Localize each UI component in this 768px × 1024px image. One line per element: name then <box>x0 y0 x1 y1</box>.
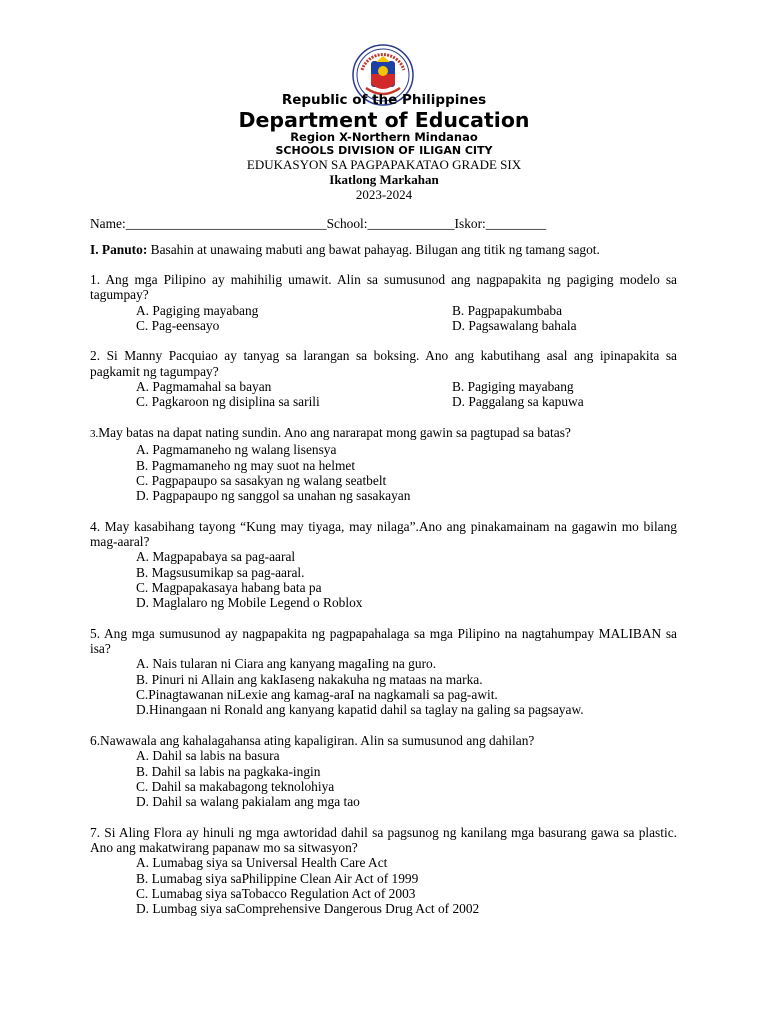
choice-a[interactable]: A. Dahil sa labis na basura <box>136 748 280 764</box>
choice-b[interactable]: B. Dahil sa labis na pagkaka-ingin <box>136 763 321 779</box>
question-text: 6.Nawawala ang kahalagahansa ating kapaligiran. Alin sa sumusunod ang dahilan? <box>90 732 535 748</box>
instructions <box>90 242 600 257</box>
choice-d[interactable]: D. Pagpapaupo ng sanggol sa unahan ng sasakayan <box>136 488 411 504</box>
choices <box>90 855 677 916</box>
question-text <box>90 425 677 442</box>
question-text: 4. May kasabihang tayong “Kung may tiyaga, may nilaga”.Ano ang pinakamainam na gagawin mo bilang mag-aaral? <box>90 518 677 550</box>
choice-b[interactable]: B. Lumabag siya saPhilippine Clean Air Act of 1999 <box>136 870 419 886</box>
question-1 <box>90 272 677 333</box>
score-label: Iskor: <box>454 216 486 231</box>
name-label: Name: <box>90 216 126 231</box>
choices <box>90 442 677 503</box>
question-body: May batas na dapat nating sundin. Ano ang nararapat mong gawin sa pagtupad sa batas? <box>98 424 571 440</box>
choices <box>90 303 677 334</box>
choice-c[interactable]: C. Pagpapaupo sa sasakyan ng walang seatbelt <box>136 472 387 488</box>
question-text: 1. Ang mga Pilipino ay mahihilig umawit. Alin sa sumusunod ang nagpapakita ng pagiging modelo sa tagumpay? <box>90 272 677 303</box>
name-field[interactable]: ______________________________ <box>125 216 327 231</box>
choice-c[interactable]: C. Pag-eensayo <box>136 317 220 333</box>
choice-d[interactable]: D. Pagsawalang bahala <box>452 317 577 333</box>
choice-a[interactable]: A. Lumabag siya sa Universal Health Care Act <box>136 855 388 871</box>
choice-a[interactable]: A. Nais tularan ni Ciara ang kanyang magaIing na guro. <box>136 656 437 672</box>
school-label: School: <box>326 216 368 231</box>
question-4 <box>90 519 677 611</box>
choice-b[interactable]: B. Pagmamaneho ng may suot na helmet <box>136 457 356 473</box>
choices <box>90 656 677 717</box>
question-7 <box>90 825 677 917</box>
choice-b[interactable]: B. Pinuri ni Allain ang kakIaseng nakakuha ng mataas na marka. <box>136 671 483 687</box>
questions-section <box>90 272 677 932</box>
region-heading: Region X-Northern Mindanao <box>290 130 478 144</box>
question-2 <box>90 348 677 409</box>
choices <box>90 379 677 410</box>
choice-b[interactable]: B. Magsusumikap sa pag-aaral. <box>136 564 305 580</box>
choices <box>90 748 677 809</box>
choice-a[interactable]: A. Pagmamahal sa bayan <box>136 379 272 395</box>
choice-c[interactable]: C. Dahil sa makabagong teknolohiya <box>136 778 335 794</box>
choice-d[interactable]: D. Maglalaro ng Mobile Legend o Roblox <box>136 595 363 611</box>
choice-d[interactable]: D. Lumbag siya saComprehensive Dangerous Drug Act of 2002 <box>136 901 480 917</box>
choice-d[interactable]: D. Paggalang sa kapuwa <box>452 394 584 410</box>
choice-b[interactable]: B. Pagiging mayabang <box>452 379 574 395</box>
choice-a[interactable]: A. Pagmamaneho ng walang lisensya <box>136 442 337 458</box>
question-number: 3. <box>90 427 99 440</box>
question-text: 7. Si Aling Flora ay hinuli ng mga awtoridad dahil sa pagsunog ng kanilang mga basurang gawa sa plastic. Ano ang makatwirang papanaw mo sa sitwasyon? <box>90 824 677 855</box>
choice-c[interactable]: C. Lumabag siya saTobacco Regulation Act of 2003 <box>136 885 416 901</box>
school-year: 2023-2024 <box>355 187 413 202</box>
choices <box>90 549 677 610</box>
choice-c[interactable]: C. Pagkaroon ng disiplina sa sarili <box>136 394 320 410</box>
choice-a[interactable]: A. Magpapabaya sa pag-aaral <box>136 549 296 565</box>
question-text: 2. Si Manny Pacquiao ay tanyag sa larangan sa boksing. Ano ang kabutihang asal ang ipinapakita sa pagkamit ng tagumpay? <box>90 348 677 379</box>
department-title: Department of Education <box>238 108 530 132</box>
choice-b[interactable]: B. Pagpapakumbaba <box>452 302 563 318</box>
choice-c[interactable]: C. Magpapakasaya habang bata pa <box>136 579 322 595</box>
instructions-label: I. Panuto: <box>90 242 148 257</box>
quarter-heading: Ikatlong Markahan <box>329 172 439 187</box>
subject-heading: EDUKASYON SA PAGPAPAKATAO GRADE SIX <box>246 157 522 172</box>
question-text: 5. Ang mga sumusunod ay nagpapakita ng pagpapahalaga sa mga Pilipino na nagtahumpay MALIBAN sa isa? <box>90 625 677 657</box>
republic-heading: Republic of the Philippines <box>281 92 487 108</box>
question-3 <box>90 425 677 503</box>
choice-c[interactable]: C.Pinagtawanan niLexie ang kamag-araI na nagkamali sa pag-awit. <box>136 687 498 703</box>
division-heading: SCHOOLS DIVISION OF ILIGAN CITY <box>275 144 493 157</box>
choice-d[interactable]: D.Hinangaan ni Ronald ang kanyang kapatid dahil sa taglay na galing sa pagsayaw. <box>136 702 584 718</box>
question-5 <box>90 626 677 718</box>
choice-a[interactable]: A. Pagiging mayabang <box>136 302 259 318</box>
instructions-text: Basahin at unawaing mabuti ang bawat pahayag. Bilugan ang titik ng tamang sagot. <box>147 242 600 257</box>
question-6 <box>90 733 677 809</box>
score-field[interactable]: _________ <box>485 216 547 231</box>
school-field[interactable]: _____________ <box>367 216 455 231</box>
choice-d[interactable]: D. Dahil sa walang pakialam ang mga tao <box>136 794 360 810</box>
student-info-line <box>90 216 546 231</box>
